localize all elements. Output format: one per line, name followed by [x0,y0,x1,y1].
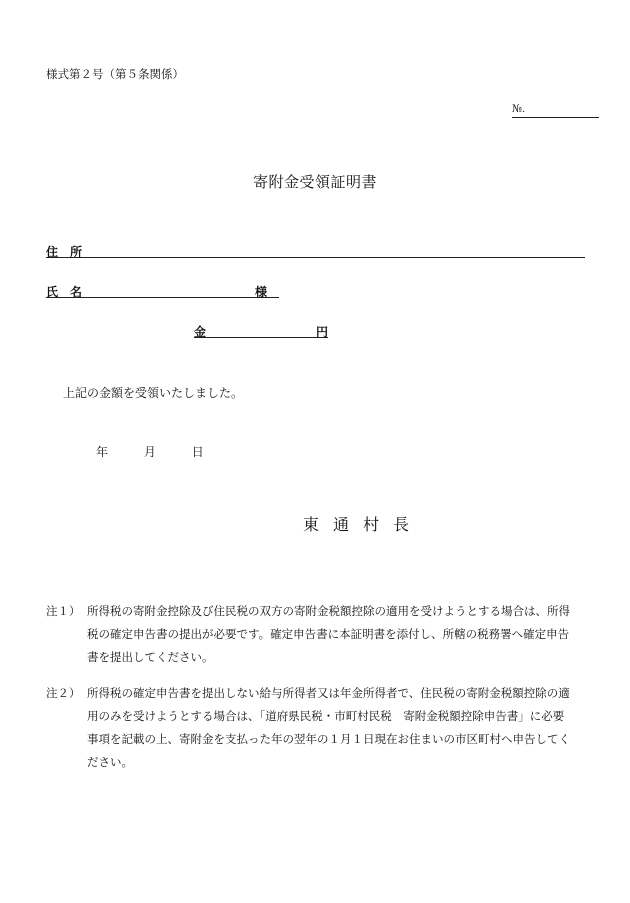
date-day: 日 [191,445,204,459]
document-title: 寄附金受領証明書 [252,173,377,191]
note-line: 所得税の確定申告書を提出しない給与所得者又は年金所得者で、住民税の寄附金税額控除の適 [87,686,570,700]
received-statement: 上記の金額を受領いたしました。 [63,386,244,400]
note-2-body [87,682,604,774]
name-honorific: 様 [255,285,268,299]
name-label: 氏 名 [46,285,83,299]
date-line [96,443,236,460]
date-year: 年 [96,445,109,459]
note-1-label: 注１） [46,604,81,618]
document-number-field[interactable] [512,103,599,118]
amount-label: 金 [194,325,207,339]
address-field[interactable] [46,241,585,258]
amount-currency: 円 [316,325,329,339]
note-2-label: 注２） [46,686,81,700]
note-line: 事項を記載の上、寄附金を支払った年の翌年の１月１日現在お住まいの市区町村へ申告してく [87,732,570,746]
amount-field[interactable] [194,321,328,338]
note-line: 税の確定申告書の提出が必要です。確定申告書に本証明書を添付し、所轄の税務署へ確定申告 [87,627,570,641]
form-number: 様式第２号（第５条関係） [46,67,184,81]
note-line: 用のみを受けようとする場合は、「道府県民税・市町村民税 寄附金税額控除申告書」に必要 [87,709,565,723]
note-line: 所得税の寄附金控除及び住民税の双方の寄附金税額控除の適用を受けようとする場合は、所得 [87,604,570,618]
address-label: 住 所 [46,245,83,259]
note-line: ださい。 [87,755,133,769]
document-number-label: №. [512,103,526,115]
note-1-body [87,600,604,669]
note-line: 書を提出してください。 [87,650,214,664]
date-month: 月 [143,445,156,459]
issuer-name: 東通村長 [303,515,424,534]
